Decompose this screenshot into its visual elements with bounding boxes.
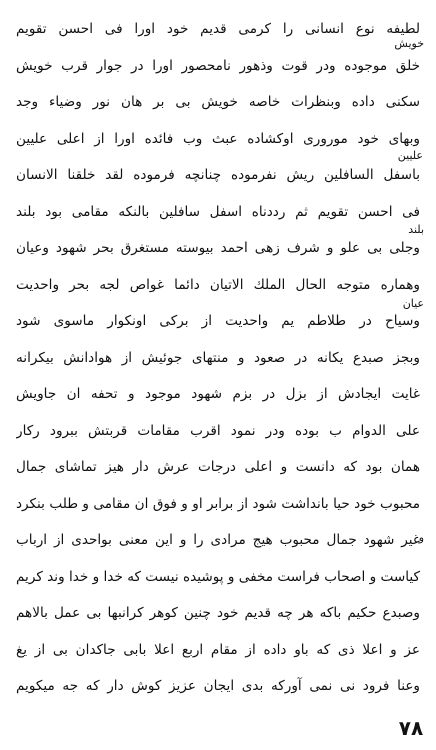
manuscript-line: وعنا فرود نى نمى آوركه بدى ايجان عزيز كوش دار كه جه ميكويم [16,678,420,694]
manuscript-text-block [16,14,420,708]
manuscript-line: عز و اعلا ذى كه باو داده از مقام اربع اعلا بابى جاكدان بى از يغ [16,642,420,658]
manuscript-line: وسياح در طلاطم يم واحديت از بركى اونكوار ماسوى شود [16,313,420,329]
manuscript-line: وجلى بى علو و شرف زهى احمد بيوسته مستغرق بحر شهود وعيان [16,240,420,256]
manuscript-line: وبهاى خود مورورى اوكشاده عبث وب فائده اورا از اعلى عليين [16,131,420,147]
margin-note: و [418,531,424,544]
manuscript-line: وبجز صبدع يكانه در صعود و منتهاى جوئيش از هوادانش بيكرانه [16,350,420,366]
manuscript-line: همان بود كه دانست و اعلى درجات عرش دار هيز تماشاى جمال [16,459,420,475]
manuscript-line: غير شهود جمال محبوب هيج مرادى را و اين معنى بواحدى از ارباب [16,532,420,548]
manuscript-line: سكنى داده وبنظرات خاصه خويش بى بر هان نور وضياء وجد [16,94,420,110]
manuscript-line: على الدوام ب بوده ودر نمود اقرب مقامات قربتش ببرود ركار [16,423,420,439]
manuscript-line: وهماره متوجه الحال الملك الاتيان دائما غواص لجه بحر واحديت [16,277,420,293]
margin-note: عليين [397,149,423,162]
manuscript-line: لطيفه نوع انسانى را كرمى قديم خود اورا فى احسن تقويم [16,21,420,37]
margin-note: عيان [402,297,424,310]
manuscript-line: خلق موجوده ودر قوت وذهور نامحصور اورا در جوار قرب خويش [16,58,420,74]
manuscript-line: باسفل السافلين ريش نفرموده چنانچه فرموده لقد خلقنا الانسان [16,167,420,183]
margin-note: بلند [408,223,424,236]
margin-note: خويش [394,37,424,50]
page-number: ٧٨ [398,716,424,740]
manuscript-line: وصبدع حكيم باكه هر چه قديم خود چنين كوهر كرانبها بى عمل بالاهم [16,605,420,621]
manuscript-line: محبوب خود حيا بانداشت شود از برابر او و فوق ان مقامى و طلب بنكرد [16,496,420,512]
manuscript-line: كياست و اصحاب فراست مخفى و پوشيده نيست كه خدا و خدا وند كريم [16,569,420,585]
manuscript-line: غايت ايجادش از بزل در بزم شهود موجود و تحفه ان جاويش [16,386,420,402]
manuscript-line: فى احسن تقويم ثم رددناه اسفل سافلين بالنكه مقامى بود بلند [16,204,420,220]
